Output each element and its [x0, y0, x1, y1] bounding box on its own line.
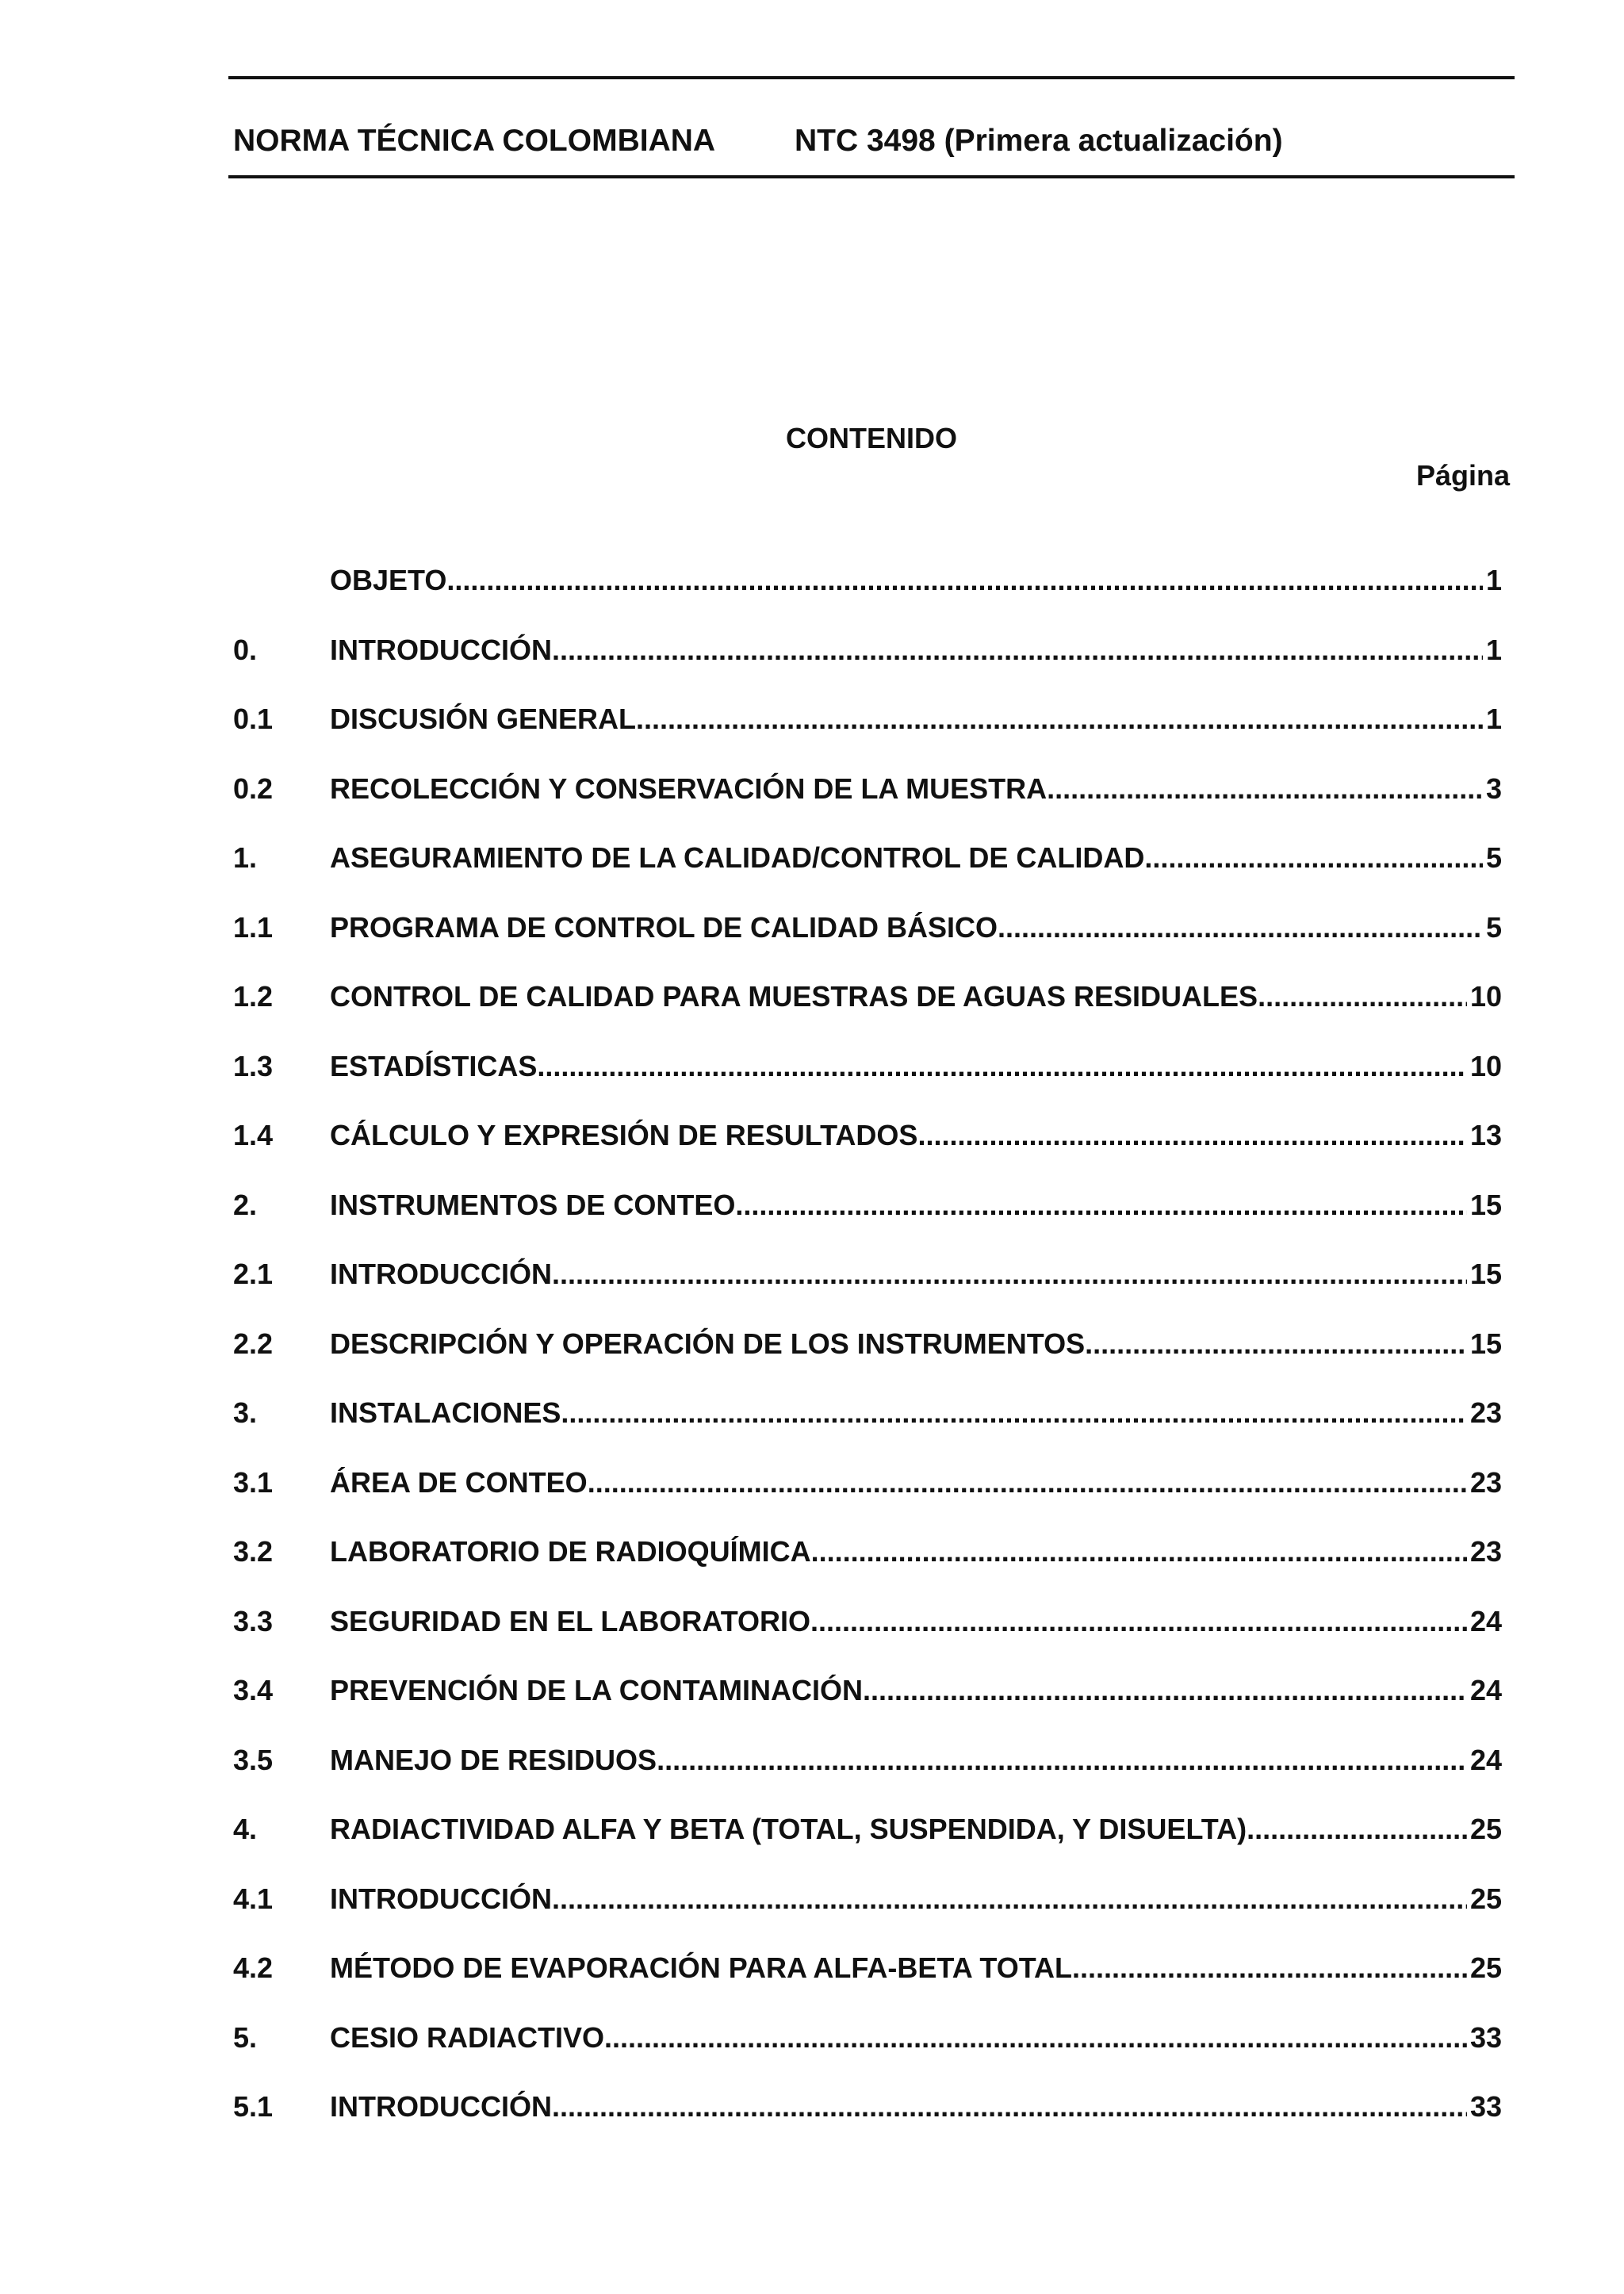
toc-entry-line [330, 2086, 1502, 2127]
toc-entry-label: SEGURIDAD EN EL LABORATORIO [330, 1604, 811, 1637]
toc-entry-page: 25 [1469, 1951, 1502, 1984]
toc-entry[interactable] [233, 837, 1502, 907]
toc-entry-label: OBJETO [330, 564, 447, 596]
toc-entry-page: 5 [1485, 910, 1502, 944]
toc-entry[interactable] [233, 2086, 1502, 2156]
toc-entry-line [330, 699, 1502, 740]
dot-leader [811, 1531, 1467, 1572]
toc-entry-number: 3.4 [233, 1674, 274, 1706]
toc-entry-label: INTRODUCCIÓN [330, 1882, 552, 1915]
toc-entry-line [330, 1185, 1502, 1226]
toc-entry-line [330, 837, 1502, 879]
toc-entry-label: LABORATORIO DE RADIOQUÍMICA [330, 1535, 811, 1568]
toc-entry-number: 1.2 [233, 980, 274, 1013]
toc-entry[interactable] [233, 1670, 1502, 1740]
toc-entry-number: 3.1 [233, 1465, 274, 1499]
toc-entry-line [330, 1046, 1502, 1087]
toc-entry-number: 1. [233, 841, 258, 874]
toc-entry-line [330, 1115, 1502, 1156]
toc-entry-line [330, 1740, 1502, 1781]
standard-title: NORMA TÉCNICA COLOMBIANA [233, 124, 716, 158]
toc-entry-line [330, 1809, 1502, 1850]
toc-entry-number: 0. [233, 633, 258, 666]
toc-entry-line [330, 1601, 1502, 1642]
toc-entry-page: 1 [1485, 703, 1502, 735]
toc-entry[interactable] [233, 1323, 1502, 1393]
toc-entry[interactable] [233, 1878, 1502, 1948]
dot-leader [1144, 837, 1483, 879]
toc-entry-number: 0.1 [233, 703, 274, 735]
toc-entry-number: 2. [233, 1188, 258, 1221]
dot-leader [552, 1254, 1467, 1295]
toc-entry-number: 4.1 [233, 1882, 274, 1915]
toc-entry[interactable] [233, 1947, 1502, 2017]
toc-entry-line [330, 907, 1502, 948]
toc-entry-line [330, 1670, 1502, 1711]
toc-entry-number: 4. [233, 1813, 258, 1845]
toc-entry-page: 24 [1469, 1604, 1502, 1637]
dot-leader [657, 1740, 1467, 1781]
toc-entry-number: 2.2 [233, 1327, 274, 1360]
toc-entry-number: 5. [233, 2020, 258, 2054]
page-column-heading: Página [1415, 459, 1510, 492]
toc-entry-label: CÁLCULO Y EXPRESIÓN DE RESULTADOS [330, 1119, 918, 1151]
toc-entry-page: 10 [1469, 1049, 1502, 1082]
toc-entry[interactable] [233, 699, 1502, 768]
toc-entry-label: PROGRAMA DE CONTROL DE CALIDAD BÁSICO [330, 910, 998, 944]
toc-entry-number: 4.2 [233, 1951, 274, 1984]
toc-entry[interactable] [233, 1601, 1502, 1671]
toc-entry-page: 10 [1469, 980, 1502, 1013]
toc-entry-page: 1 [1485, 564, 1502, 596]
toc-entry[interactable] [233, 1392, 1502, 1462]
toc-entry-page: 13 [1469, 1119, 1502, 1151]
toc-entry-line [330, 2017, 1502, 2058]
toc-entry[interactable] [233, 1115, 1502, 1185]
toc-entry-page: 23 [1469, 1535, 1502, 1568]
toc-entry-page: 33 [1469, 2090, 1502, 2123]
toc-entry-number: 0.2 [233, 772, 274, 805]
toc-entry-page: 15 [1469, 1327, 1502, 1360]
toc-entry-label: DESCRIPCIÓN Y OPERACIÓN DE LOS INSTRUMENTOS [330, 1327, 1086, 1360]
toc-entry-label: INTRODUCCIÓN [330, 2090, 552, 2123]
header-top-rule [228, 76, 1515, 79]
toc-entry-line [330, 768, 1502, 810]
toc-entry-label: PREVENCIÓN DE LA CONTAMINACIÓN [330, 1674, 864, 1706]
toc-entry[interactable] [233, 1185, 1502, 1254]
toc-entry-label: RECOLECCIÓN Y CONSERVACIÓN DE LA MUESTRA [330, 772, 1048, 805]
toc-entry-label: INSTRUMENTOS DE CONTEO [330, 1188, 736, 1221]
toc-entry-number: 3.5 [233, 1743, 274, 1776]
toc-entry-line [330, 1878, 1502, 1920]
dot-leader [552, 630, 1483, 671]
toc-entry-number: 3.3 [233, 1604, 274, 1637]
standard-code: NTC 3498 (Primera actualización) [795, 124, 1283, 158]
contents-title: CONTENIDO [786, 422, 957, 454]
toc-entry-label: ESTADÍSTICAS [330, 1049, 538, 1082]
document-header [233, 124, 1283, 158]
dot-leader [1258, 976, 1467, 1017]
toc-entry[interactable] [233, 907, 1502, 977]
dot-leader [604, 2017, 1467, 2058]
dot-leader [1085, 1323, 1467, 1365]
toc-entry-page: 24 [1469, 1674, 1502, 1706]
toc-entry-line [330, 1323, 1502, 1365]
toc-entry-page: 25 [1469, 1813, 1502, 1845]
header-bottom-rule [228, 175, 1515, 178]
toc-entry-line [330, 1462, 1502, 1503]
dot-leader [1072, 1947, 1467, 1989]
toc-entry-page: 23 [1469, 1396, 1502, 1429]
toc-entry[interactable] [233, 1809, 1502, 1878]
dot-leader [446, 560, 1483, 601]
toc-entry-line [330, 1947, 1502, 1989]
toc-entry[interactable] [233, 2017, 1502, 2087]
toc-entry-number: 3. [233, 1396, 258, 1429]
toc-entry[interactable] [233, 560, 1502, 630]
toc-entry-line [330, 560, 1502, 601]
toc-entry-page: 25 [1469, 1882, 1502, 1915]
dot-leader [588, 1462, 1467, 1503]
toc-entry[interactable] [233, 768, 1502, 838]
toc-entry-number: 1.3 [233, 1049, 274, 1082]
toc-entry[interactable] [233, 1531, 1502, 1601]
toc-entry-label: INTRODUCCIÓN [330, 633, 552, 666]
toc-entry-page: 1 [1485, 633, 1502, 666]
toc-entry-page: 15 [1469, 1188, 1502, 1221]
toc-entry-line [330, 1531, 1502, 1572]
toc-entry-label: INSTALACIONES [330, 1396, 561, 1429]
toc-entry-label: DISCUSIÓN GENERAL [330, 703, 637, 735]
dot-leader [917, 1115, 1467, 1156]
dot-leader [552, 1878, 1467, 1920]
toc-entry[interactable] [233, 1462, 1502, 1532]
dot-leader [998, 907, 1483, 948]
toc-entry-line [330, 1392, 1502, 1434]
dot-leader [735, 1185, 1467, 1226]
toc-entry[interactable] [233, 1254, 1502, 1323]
toc-entry-label: MÉTODO DE EVAPORACIÓN PARA ALFA-BETA TOTAL [330, 1951, 1072, 1984]
toc-entry-label: RADIACTIVIDAD ALFA Y BETA (TOTAL, SUSPENDIDA, Y DISUELTA) [330, 1813, 1247, 1845]
toc-entry[interactable] [233, 1046, 1502, 1116]
toc-entry-number: 2.1 [233, 1258, 274, 1290]
dot-leader [1247, 1809, 1467, 1850]
toc-entry-page: 24 [1469, 1743, 1502, 1776]
toc-entry-number: 1.1 [233, 910, 274, 944]
toc-entry-label: INTRODUCCIÓN [330, 1258, 552, 1290]
toc-entry-page: 3 [1485, 772, 1502, 805]
toc-entry-label: CONTROL DE CALIDAD PARA MUESTRAS DE AGUAS RESIDUALES [330, 980, 1258, 1013]
dot-leader [636, 699, 1483, 740]
toc-entry[interactable] [233, 1740, 1502, 1810]
toc-entry-number: 5.1 [233, 2090, 274, 2123]
toc-entry-page: 33 [1469, 2020, 1502, 2054]
toc-entry-page: 23 [1469, 1465, 1502, 1499]
toc-entry-page: 15 [1469, 1258, 1502, 1290]
toc-entry-number: 3.2 [233, 1535, 274, 1568]
toc-entry[interactable] [233, 976, 1502, 1046]
toc-entry-line [330, 630, 1502, 671]
dot-leader [561, 1392, 1467, 1434]
dot-leader [552, 2086, 1467, 2127]
toc-entry-label: MANEJO DE RESIDUOS [330, 1743, 657, 1776]
toc-entry-label: ASEGURAMIENTO DE LA CALIDAD/CONTROL DE CALIDAD [330, 841, 1145, 874]
toc-entry-label: CESIO RADIACTIVO [330, 2020, 605, 2054]
toc-entry-page: 5 [1485, 841, 1502, 874]
table-of-contents [233, 560, 1502, 2156]
toc-entry-line [330, 1254, 1502, 1295]
dot-leader [1047, 768, 1483, 810]
dot-leader [810, 1601, 1467, 1642]
toc-entry-label: ÁREA DE CONTEO [330, 1465, 588, 1499]
toc-entry[interactable] [233, 630, 1502, 699]
toc-entry-number: 1.4 [233, 1119, 274, 1151]
toc-entry-line [330, 976, 1502, 1017]
dot-leader [537, 1046, 1467, 1087]
dot-leader [863, 1670, 1467, 1711]
